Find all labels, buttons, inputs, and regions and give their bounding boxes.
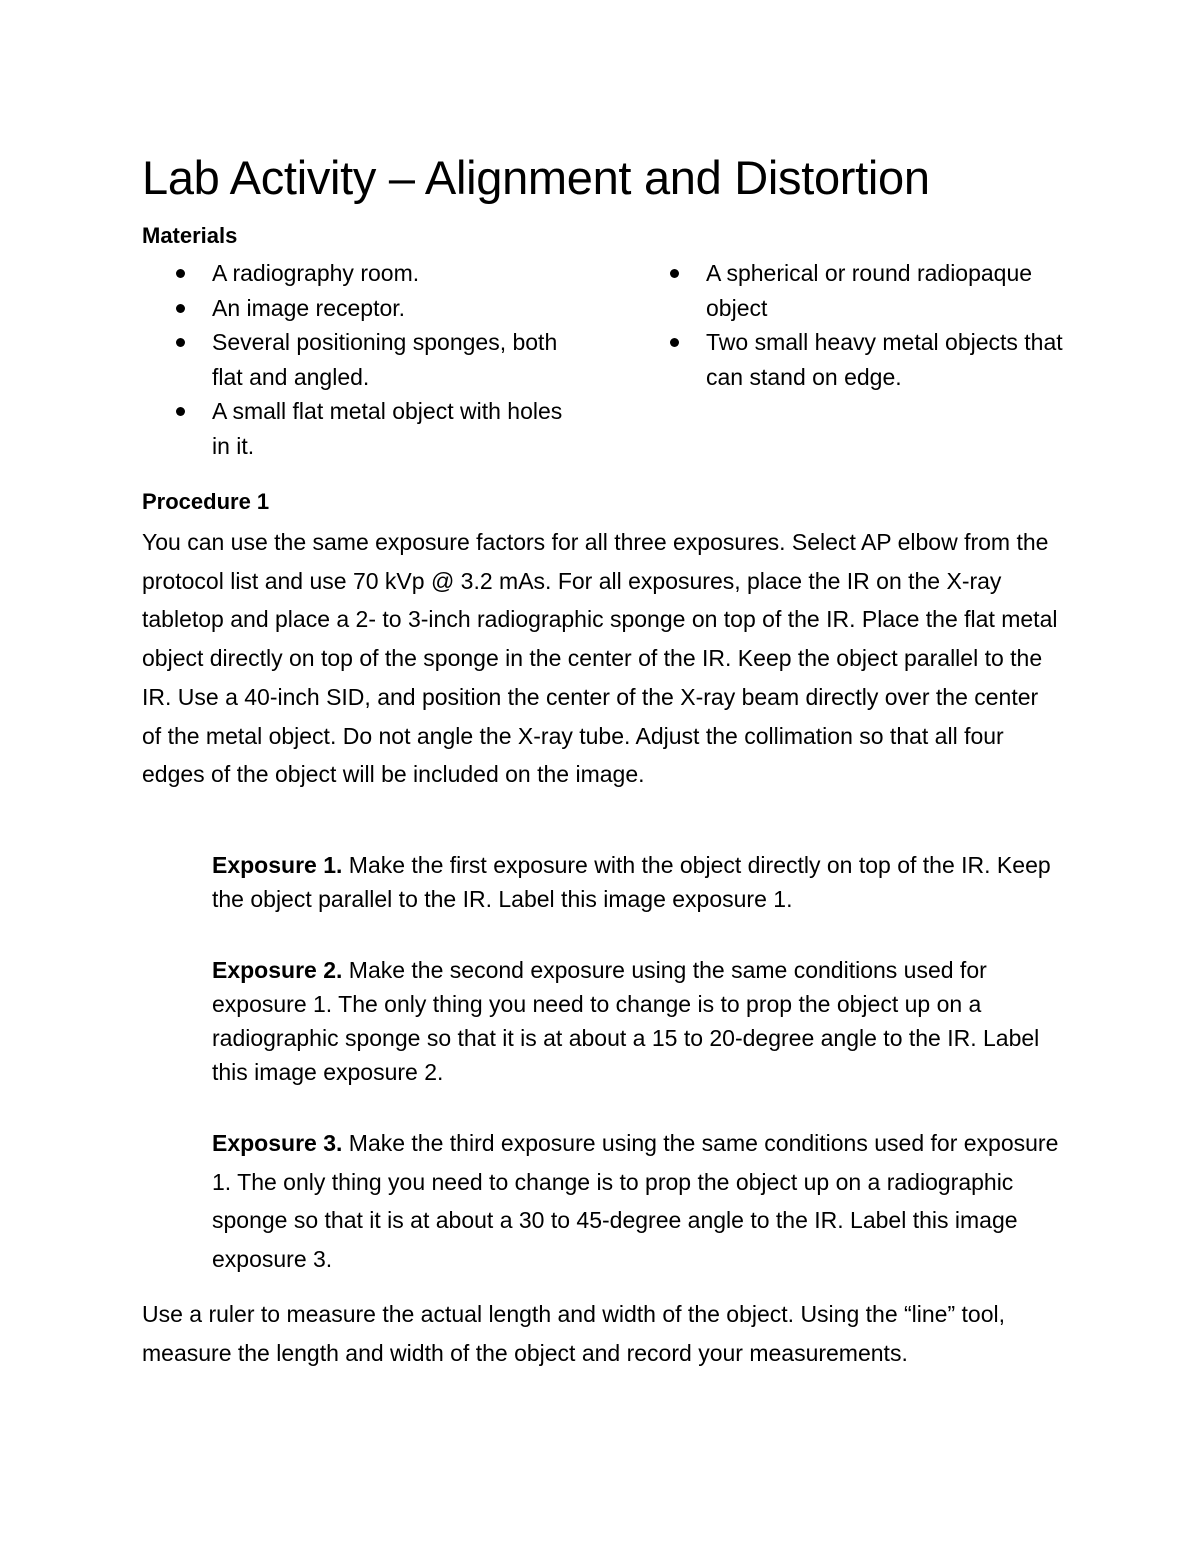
exposure-text: Make the second exposure using the same conditions used for exposure 1. The only thing you need to change is to prop the object up on a radiographic sponge so that it is at about a 15 to 20-degree angle to the IR. Label this image exposure 2. <box>212 957 1040 1085</box>
bullet-icon <box>176 304 185 313</box>
list-item <box>212 291 572 326</box>
list-item <box>212 256 572 291</box>
bullet-icon <box>176 407 185 416</box>
bullet-icon <box>176 338 185 347</box>
list-item <box>212 394 572 463</box>
materials-list-left <box>212 256 572 463</box>
bullet-icon <box>670 338 679 347</box>
materials-list-right <box>706 256 1076 394</box>
list-item <box>706 256 1076 325</box>
exposure-label: Exposure 2. <box>212 957 343 983</box>
materials-heading: Materials <box>142 223 238 248</box>
list-item-text: Several positioning sponges, both flat and angled. <box>212 329 558 390</box>
list-item <box>212 325 572 394</box>
bullet-icon <box>670 269 679 278</box>
exposure-text: Make the third exposure using the same conditions used for exposure 1. The only thing you need to change is to prop the object up on a radiographic sponge so that it is at about a 30 to 45-degree angle to the IR. Label this image exposure 3. <box>212 1130 1059 1272</box>
list-item-text: An image receptor. <box>212 294 406 321</box>
list-item-text: A spherical or round radiopaque object <box>706 260 1033 321</box>
list-item <box>706 325 1076 394</box>
bullet-icon <box>176 269 185 278</box>
exposure-label: Exposure 1. <box>212 852 343 878</box>
procedure-heading: Procedure 1 <box>142 489 270 514</box>
exposure-label: Exposure 3. <box>212 1130 343 1156</box>
exposure-1 <box>212 848 1062 916</box>
procedure-intro: You can use the same exposure factors for all three exposures. Select AP elbow from the protocol list and use 70 kVp @ 3.2 mAs. For all exposures, place the IR on the X-ray tabletop and place a 2- to 3-inch radiographic sponge on top of the IR. Place the flat metal object directly on top of the sponge in the center of the IR. Keep the object parallel to the IR. Use a 40-inch SID, and position the center of the X-ray beam directly over the center of the metal object. Do not angle the X-ray tube. Adjust the collimation so that all four edges of the object will be included on the image. <box>142 529 1058 788</box>
exposure-2 <box>212 953 1062 1089</box>
page-title: Lab Activity – Alignment and Distortion <box>142 151 930 204</box>
exposure-text: Make the first exposure with the object directly on top of the IR. Keep the object parallel to the IR. Label this image exposure 1. <box>212 852 1051 912</box>
list-item-text: A small flat metal object with holes in it. <box>212 398 563 459</box>
exposure-3 <box>212 1124 1062 1278</box>
list-item-text: A radiography room. <box>212 260 420 286</box>
list-item-text: Two small heavy metal objects that can stand on edge. <box>706 329 1063 390</box>
closing-paragraph: Use a ruler to measure the actual length and width of the object. Using the “line” tool, measure the length and width of the object and record your measurements. <box>142 1301 1005 1366</box>
